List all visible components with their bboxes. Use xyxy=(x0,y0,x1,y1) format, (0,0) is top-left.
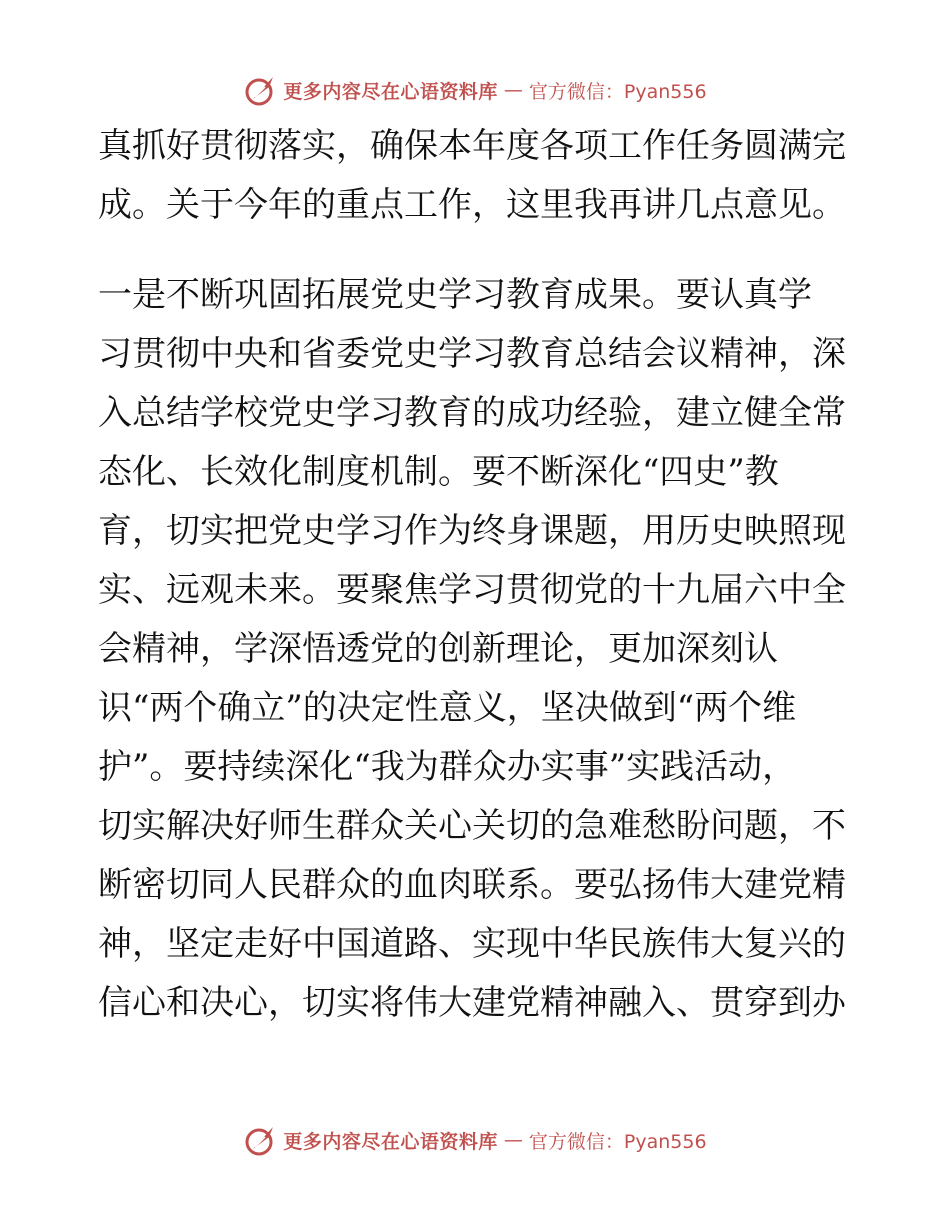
watermark-text: 更多内容尽在心语资料库 xyxy=(283,1130,498,1153)
text-line: 切实解决好师生群众关心关切的急难愁盼问题，不 xyxy=(98,806,846,846)
document-body xyxy=(98,117,858,1033)
text-line: 态化、长效化制度机制。要不断深化“四史”教 xyxy=(98,452,779,492)
text-line: 会精神，学深悟透党的创新理论，更加深刻认 xyxy=(98,629,778,669)
text-line: 育，切实把党史学习作为终身课题，用历史映照现 xyxy=(98,511,846,551)
paragraph-1 xyxy=(98,117,858,235)
watermark-suffix: 官方微信：Pyan556 xyxy=(528,80,707,103)
quill-logo-icon xyxy=(243,73,277,107)
footer-watermark xyxy=(0,1120,950,1160)
text-line: 断密切同人民群众的血肉联系。要弘扬伟大建党精 xyxy=(98,865,846,905)
quill-logo-icon xyxy=(243,1123,277,1157)
watermark-suffix: 官方微信：Pyan556 xyxy=(528,1130,707,1153)
text-line: 真抓好贯彻落实，确保本年度各项工作任务圆满完 xyxy=(98,126,846,166)
header-watermark xyxy=(0,70,950,110)
paragraph-gap xyxy=(98,235,858,266)
text-line: 神，坚定走好中国道路、实现中华民族伟大复兴的 xyxy=(98,924,846,964)
text-line: 识“两个确立”的决定性意义，坚决做到“两个维 xyxy=(98,688,797,728)
text-line: 信心和决心，切实将伟大建党精神融入、贯穿到办 xyxy=(98,983,846,1023)
watermark-dash: — xyxy=(503,79,523,101)
watermark-dash: — xyxy=(503,1129,523,1151)
watermark-text: 更多内容尽在心语资料库 xyxy=(283,80,498,103)
text-line: 一是不断巩固拓展党史学习教育成果。要认真学 xyxy=(98,275,812,315)
text-line: 实、远观未来。要聚焦学习贯彻党的十九届六中全 xyxy=(98,570,846,610)
text-line: 习贯彻中央和省委党史学习教育总结会议精神，深 xyxy=(98,334,846,374)
text-line: 护”。要持续深化“我为群众办实事”实践活动， xyxy=(98,747,797,787)
text-line: 入总结学校党史学习教育的成功经验，建立健全常 xyxy=(98,393,846,433)
paragraph-2 xyxy=(98,266,858,1033)
text-line: 成。关于今年的重点工作，这里我再讲几点意见。 xyxy=(98,185,846,225)
